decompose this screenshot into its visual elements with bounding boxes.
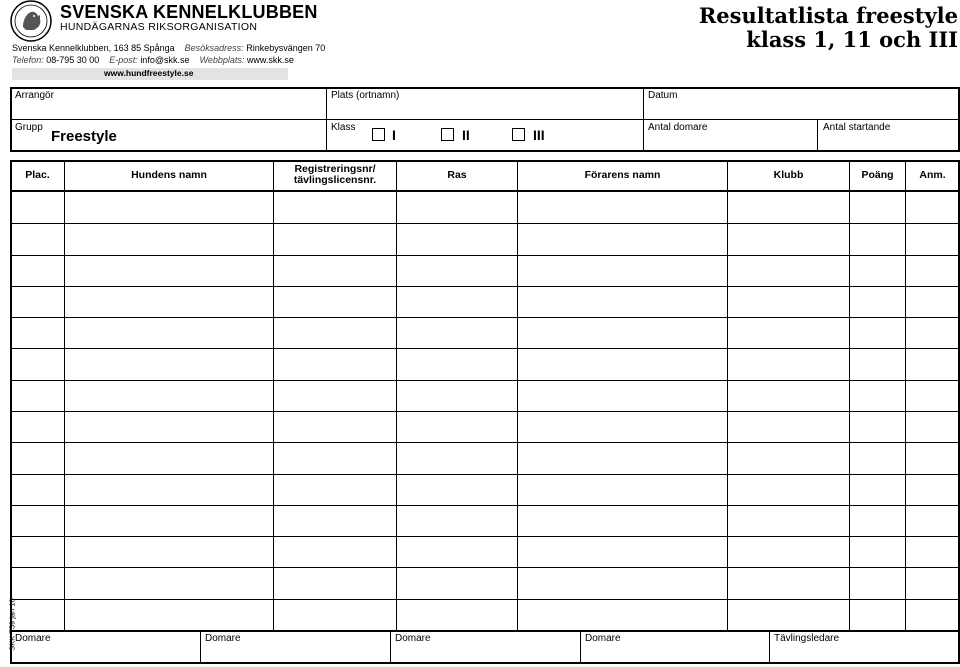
table-row-divider [11, 474, 959, 475]
table-row-divider [11, 348, 959, 349]
col-header-forarens-namn: Förarens namn [584, 168, 661, 181]
visit-label: Besöksadress: [184, 43, 244, 53]
skk-logo-emblem [10, 0, 52, 42]
col-header-klubb: Klubb [773, 168, 804, 181]
col-header-poang: Poäng [861, 168, 894, 181]
title-line-2: klass 1, 11 och III [746, 27, 958, 52]
table-row-divider [11, 442, 959, 443]
visit-address: Rinkebysvängen 70 [246, 43, 326, 53]
table-row-divider [11, 317, 959, 318]
col-header-anm: Anm. [919, 168, 946, 181]
grupp-label: Grupp [15, 122, 43, 133]
table-row-divider [11, 223, 959, 224]
sport-website[interactable]: www.hundfreestyle.se [104, 68, 194, 78]
table-row-divider [11, 255, 959, 256]
klass-checkbox-1[interactable] [372, 128, 385, 141]
klass-option-2: II [462, 127, 470, 143]
datum-label: Datum [648, 90, 678, 101]
klass-label: Klass [331, 122, 356, 133]
col-header-ras: Ras [447, 168, 467, 181]
footer-domare-3: Domare [395, 633, 431, 644]
form-code: SKK T59 jan 10 [7, 598, 17, 651]
email-value[interactable]: info@skk.se [140, 55, 190, 65]
contact-line-1 [12, 43, 325, 53]
email-label: E-post: [109, 55, 138, 65]
klass-checkbox-3[interactable] [512, 128, 525, 141]
footer-domare-1: Domare [15, 633, 51, 644]
table-row-divider [11, 536, 959, 537]
phone-label: Telefon: [12, 55, 44, 65]
table-row-divider [11, 505, 959, 506]
footer-tavlingsledare: Tävlingsledare [774, 633, 840, 644]
title-line-1: Resultatlista freestyle [698, 3, 958, 28]
table-row-divider [11, 411, 959, 412]
antal-domare-label: Antal domare [648, 122, 708, 133]
table-row-divider [11, 286, 959, 287]
org-subtitle: HUNDÄGARNAS RIKSORGANISATION [60, 21, 258, 33]
klass-option-1: I [392, 127, 396, 143]
table-row-divider [11, 599, 959, 600]
grupp-value: Freestyle [51, 128, 117, 145]
footer-domare-4: Domare [585, 633, 621, 644]
col-header-registreringsnr: Registreringsnr/ tävlingslicensnr. [293, 163, 377, 186]
contact-line-2 [12, 55, 294, 65]
web-label: Webbplats: [199, 55, 245, 65]
results-table [7, 160, 960, 664]
page-title [699, 4, 958, 52]
klass-checkbox-2[interactable] [441, 128, 454, 141]
col-header-plac: Plac. [25, 168, 50, 181]
phone-value: 08-795 30 00 [46, 55, 100, 65]
address: Svenska Kennelklubben, 163 85 Spånga [12, 43, 175, 53]
arrangor-label: Arrangör [15, 90, 54, 101]
klass-option-3: III [533, 127, 545, 143]
web-value[interactable]: www.skk.se [246, 55, 294, 65]
col-header-hundens-namn: Hundens namn [131, 168, 207, 181]
table-row-divider [11, 567, 959, 568]
plats-label: Plats (ortnamn) [331, 90, 400, 101]
footer-domare-2: Domare [205, 633, 241, 644]
org-name: SVENSKA KENNELKLUBBEN [60, 2, 318, 22]
antal-startande-label: Antal startande [823, 122, 891, 133]
table-row-divider [11, 380, 959, 381]
